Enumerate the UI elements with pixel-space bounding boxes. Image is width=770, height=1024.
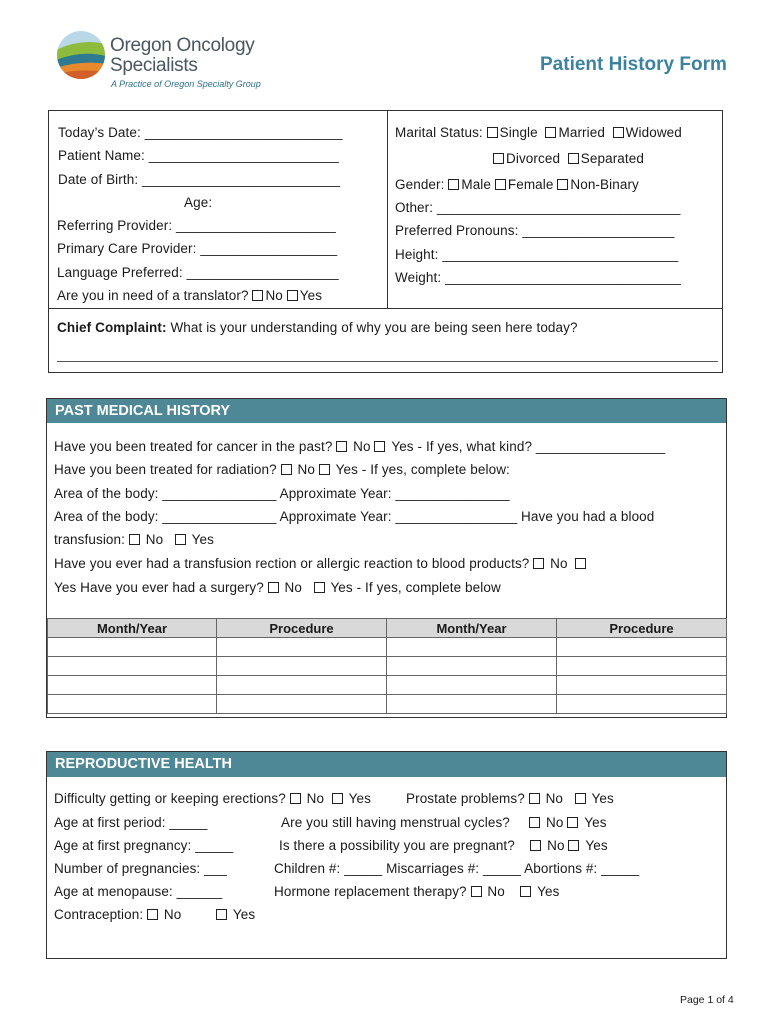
menstrual-question <box>281 815 607 830</box>
reproductive-box <box>46 751 727 959</box>
erections-yes-checkbox[interactable] <box>332 793 343 804</box>
reaction-no-label: No <box>550 556 568 571</box>
reaction-question-label: Have you ever had a transfusion rection or allergic reaction to blood products? <box>54 556 530 571</box>
menopause-field[interactable]: Age at menopause: ______ <box>54 884 223 899</box>
gender-other-field[interactable]: Other: ________________________________ <box>395 200 681 215</box>
table-cell[interactable] <box>217 676 387 695</box>
gender-nonbinary-label: Non-Binary <box>570 177 639 192</box>
reaction-yes-checkbox[interactable] <box>575 558 586 569</box>
erections-yes-label: Yes <box>348 791 371 806</box>
past-medical-heading: PAST MEDICAL HISTORY <box>47 399 726 423</box>
radiation-yes-label: Yes - If yes, complete below: <box>335 462 510 477</box>
pregnant-no-label: No <box>547 838 565 853</box>
col-procedure-2: Procedure <box>557 619 727 638</box>
marital-married-checkbox[interactable] <box>545 127 556 138</box>
demographics-divider-horizontal <box>49 308 722 309</box>
gender-row <box>395 177 639 192</box>
gender-female-label: Female <box>507 177 554 192</box>
marital-separated-checkbox[interactable] <box>568 153 579 164</box>
table-cell[interactable] <box>48 676 217 695</box>
table-cell[interactable] <box>557 638 727 657</box>
primary-care-provider-field[interactable]: Primary Care Provider: __________________ <box>57 241 338 256</box>
table-cell[interactable] <box>217 657 387 676</box>
first-period-field[interactable]: Age at first period: _____ <box>54 815 208 830</box>
cancer-yes-label: Yes - If yes, what kind? _________________ <box>391 439 666 454</box>
num-pregnancies-field[interactable]: Number of pregnancies: ___ <box>54 861 227 876</box>
surgery-no-label: No <box>284 580 303 595</box>
reaction-no-checkbox[interactable] <box>533 558 544 569</box>
contraception-no-label: No <box>163 907 182 922</box>
org-name-line1: Oregon Oncology <box>110 35 255 56</box>
reproductive-heading: REPRODUCTIVE HEALTH <box>47 752 726 777</box>
chief-complaint-answer-line[interactable] <box>57 361 718 362</box>
gender-female-checkbox[interactable] <box>495 179 506 190</box>
menstrual-yes-checkbox[interactable] <box>567 817 578 828</box>
pregnant-question <box>279 838 608 853</box>
patient-name-field[interactable]: Patient Name: _________________________ <box>58 148 339 163</box>
prostate-yes-checkbox[interactable] <box>575 793 586 804</box>
table-row <box>48 638 727 657</box>
menstrual-question-label: Are you still having menstrual cycles? <box>281 815 510 830</box>
transfusion-no-checkbox[interactable] <box>129 534 140 545</box>
translator-no-checkbox[interactable] <box>252 290 263 301</box>
radiation-area-1[interactable]: Area of the body: _______________ Approximate Year: _______________ <box>54 486 510 501</box>
first-pregnancy-field[interactable]: Age at first pregnancy: _____ <box>54 838 234 853</box>
pregnant-yes-label: Yes <box>585 838 608 853</box>
table-cell[interactable] <box>557 695 727 714</box>
pregnant-yes-checkbox[interactable] <box>568 840 579 851</box>
translator-question <box>57 288 322 303</box>
cancer-question-label: Have you been treated for cancer in the past? <box>54 439 333 454</box>
table-cell[interactable] <box>48 657 217 676</box>
chief-complaint-text: What is your understanding of why you are being seen here today? <box>170 320 578 335</box>
radiation-no-label: No <box>297 462 315 477</box>
contraception-yes-label: Yes <box>232 907 256 922</box>
hrt-yes-checkbox[interactable] <box>520 886 531 897</box>
contraception-question <box>54 907 255 922</box>
table-cell[interactable] <box>387 657 557 676</box>
hrt-question-label: Hormone replacement therapy? <box>274 884 467 899</box>
erections-no-checkbox[interactable] <box>290 793 301 804</box>
preferred-pronouns-field[interactable]: Preferred Pronouns: ____________________ <box>395 223 675 238</box>
erections-no-label: No <box>306 791 325 806</box>
gender-male-label: Male <box>461 177 492 192</box>
radiation-question <box>54 462 510 477</box>
table-cell[interactable] <box>557 676 727 695</box>
table-cell[interactable] <box>48 695 217 714</box>
menstrual-no-checkbox[interactable] <box>529 817 540 828</box>
gender-label: Gender: <box>395 177 445 192</box>
menstrual-no-label: No <box>546 815 564 830</box>
marital-widowed-checkbox[interactable] <box>613 127 624 138</box>
prostate-no-checkbox[interactable] <box>529 793 540 804</box>
todays-date-field[interactable]: Today’s Date: __________________________ <box>58 125 343 140</box>
weight-field[interactable]: Weight: _______________________________ <box>395 270 681 285</box>
pregnant-question-label: Is there a possibility you are pregnant? <box>279 838 515 853</box>
table-row <box>48 676 727 695</box>
org-name-line2: Specialists <box>110 55 198 76</box>
table-cell[interactable] <box>217 695 387 714</box>
erections-question-label: Difficulty getting or keeping erections? <box>54 791 286 806</box>
form-title: Patient History Form <box>540 54 727 75</box>
logo-mark-icon <box>56 30 106 80</box>
col-month-year-1: Month/Year <box>48 619 217 638</box>
table-cell[interactable] <box>217 638 387 657</box>
radiation-no-checkbox[interactable] <box>281 464 292 475</box>
gender-nonbinary-checkbox[interactable] <box>557 179 568 190</box>
col-procedure-1: Procedure <box>217 619 387 638</box>
radiation-question-label: Have you been treated for radiation? <box>54 462 277 477</box>
prostate-question <box>406 791 614 806</box>
cancer-question <box>54 439 665 454</box>
logo <box>56 30 106 80</box>
cancer-yes-checkbox[interactable] <box>374 441 385 452</box>
table-row <box>48 695 727 714</box>
col-month-year-2: Month/Year <box>387 619 557 638</box>
table-cell[interactable] <box>387 695 557 714</box>
procedures-table-header <box>48 619 727 638</box>
contraception-no-checkbox[interactable] <box>147 909 158 920</box>
contraception-label: Contraception: <box>54 907 144 922</box>
marital-status-row <box>395 125 682 140</box>
erections-question <box>54 791 371 806</box>
chief-complaint-label: Chief Complaint: <box>57 320 167 335</box>
translator-no-label: No <box>265 288 283 303</box>
surgery-yes-label: Yes - If yes, complete below <box>330 580 501 595</box>
page-number: Page 1 of 4 <box>680 994 734 1006</box>
radiation-yes-checkbox[interactable] <box>319 464 330 475</box>
transfusion-no-label: No <box>145 532 164 547</box>
table-cell[interactable] <box>48 638 217 657</box>
prostate-no-label: No <box>545 791 564 806</box>
table-cell[interactable] <box>387 676 557 695</box>
prostate-question-label: Prostate problems? <box>406 791 525 806</box>
hrt-no-checkbox[interactable] <box>471 886 482 897</box>
table-cell[interactable] <box>387 638 557 657</box>
menstrual-yes-label: Yes <box>584 815 607 830</box>
marital-status-row-2 <box>493 151 644 166</box>
prostate-yes-label: Yes <box>591 791 614 806</box>
age-field[interactable]: Age: <box>184 195 213 210</box>
table-row <box>48 657 727 676</box>
table-cell[interactable] <box>557 657 727 676</box>
transfusion-yes-checkbox[interactable] <box>175 534 186 545</box>
transfusion-yes-label: Yes <box>191 532 214 547</box>
marital-widowed-label: Widowed <box>625 125 682 140</box>
surgery-question <box>54 580 501 595</box>
contraception-yes-checkbox[interactable] <box>216 909 227 920</box>
hrt-question <box>274 884 559 899</box>
surgery-yes-checkbox[interactable] <box>314 582 325 593</box>
gender-male-checkbox[interactable] <box>448 179 459 190</box>
demographics-divider-vertical <box>387 111 388 308</box>
marital-status-label: Marital Status: <box>395 125 483 140</box>
marital-divorced-label: Divorced <box>506 151 561 166</box>
transfusion-question <box>54 532 214 547</box>
hrt-yes-label: Yes <box>537 884 560 899</box>
marital-single-label: Single <box>499 125 538 140</box>
translator-label: Are you in need of a translator? <box>57 288 249 303</box>
chief-complaint-question <box>57 320 578 335</box>
marital-single-checkbox[interactable] <box>487 127 498 138</box>
marital-married-label: Married <box>558 125 605 140</box>
height-field[interactable]: Height: _______________________________ <box>395 247 679 262</box>
org-tagline: A Practice of Oregon Specialty Group <box>111 79 261 89</box>
translator-yes-checkbox[interactable] <box>287 290 298 301</box>
date-of-birth-field[interactable]: Date of Birth: __________________________ <box>58 172 340 187</box>
hrt-no-label: No <box>487 884 505 899</box>
cancer-no-label: No <box>353 439 371 454</box>
surgery-question-label: Yes Have you ever had a surgery? <box>54 580 264 595</box>
pregnant-no-checkbox[interactable] <box>530 840 541 851</box>
language-preferred-field[interactable]: Language Preferred: ____________________ <box>57 265 339 280</box>
procedures-table <box>47 618 727 714</box>
reaction-question <box>54 556 588 571</box>
translator-yes-label: Yes <box>299 288 323 303</box>
marital-divorced-checkbox[interactable] <box>493 153 504 164</box>
transfusion-label: transfusion: <box>54 532 125 547</box>
referring-provider-field[interactable]: Referring Provider: _____________________ <box>57 218 336 233</box>
surgery-no-checkbox[interactable] <box>268 582 279 593</box>
children-miscarriages-abortions-field[interactable]: Children #: _____ Miscarriages #: _____ Abortions #: _____ <box>274 861 640 876</box>
marital-separated-label: Separated <box>580 151 644 166</box>
radiation-area-2[interactable]: Area of the body: _______________ Approximate Year: ________________ Have you had a blood <box>54 509 655 524</box>
cancer-no-checkbox[interactable] <box>336 441 347 452</box>
